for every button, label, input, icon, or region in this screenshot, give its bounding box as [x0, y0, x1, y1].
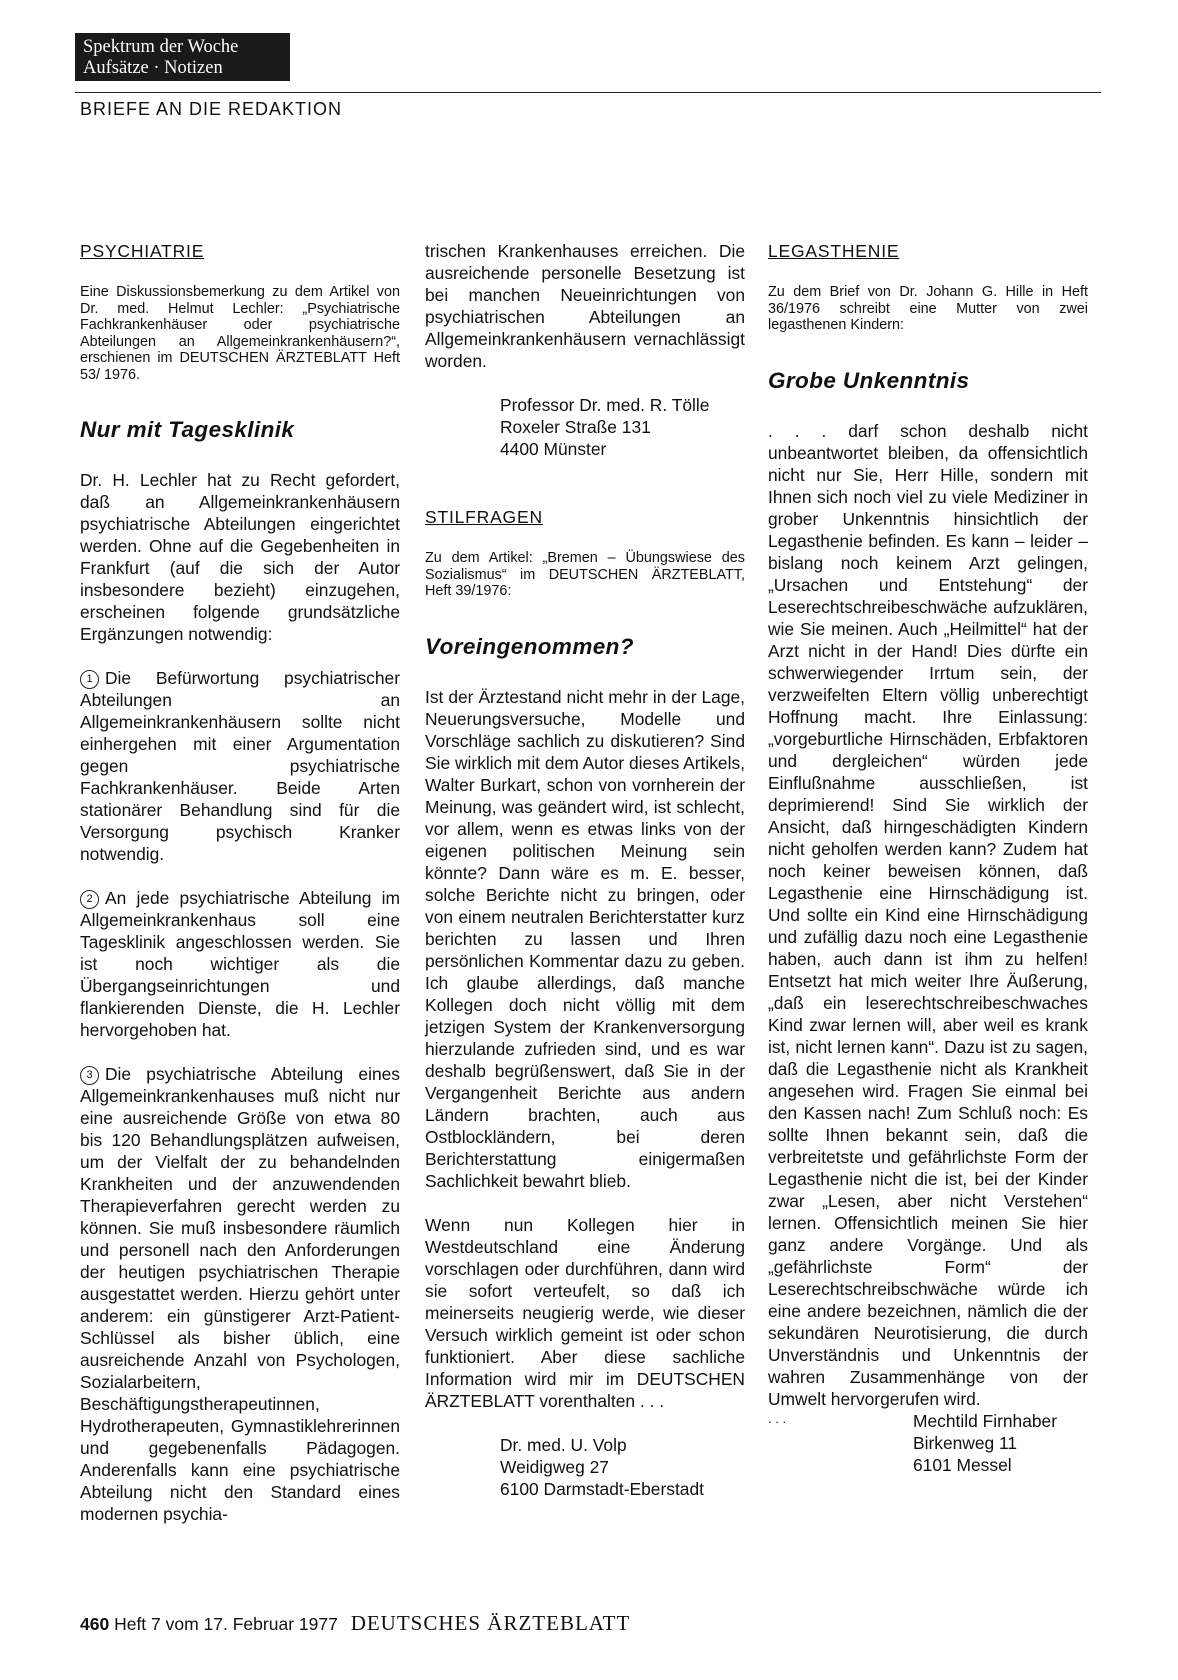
intro-legasthenie: Zu dem Brief von Dr. Johann G. Hille in Heft 36/1976 schreibt eine Mutter von zwei legasthenen Kindern:	[768, 284, 1088, 333]
column-3	[768, 240, 1088, 1476]
masthead	[75, 33, 290, 81]
page-number: 460	[80, 1614, 110, 1634]
rubric-psychiatrie: PSYCHIATRIE	[80, 241, 205, 261]
headline-grobe-unkenntnis: Grobe Unkenntnis	[768, 367, 970, 393]
signature-firnhaber	[913, 1410, 1088, 1476]
headline-nur-mit-tagesklinik: Nur mit Tagesklinik	[80, 417, 295, 442]
page-footer	[80, 1611, 630, 1636]
signature-line: 6101 Messel	[913, 1454, 1012, 1475]
section-title: BRIEFE AN DIE REDAKTION	[80, 99, 343, 119]
header-rule	[75, 92, 1101, 93]
journal-name: DEUTSCHES ÄRZTEBLATT	[350, 1611, 631, 1635]
signature-line: Weidigweg 27	[500, 1456, 609, 1477]
paragraph-text: Die Befürwortung psychiatrischer Abteilungen an Allgemeinkrankenhäusern sollte nicht einhergehen mit einer Argumentation gegen psychiatrische Fachkrankenhäuser. Beide Arten stationärer Behandlung sind für die Versorgung psychisch Kranker notwendig.	[80, 668, 400, 864]
paragraph: Dr. H. Lechler hat zu Recht gefordert, daß an Allgemeinkrankenhäusern psychiatrische Abteilungen eingerichtet werden. Ohne auf die Gegebenheiten in Frankfurt (auf die sich der Autor insbesondere bezieht) einzugehen, erscheinen folgende grundsätzliche Ergänzungen notwendig:	[80, 470, 400, 644]
headline-voreingenommen: Voreingenommen?	[425, 633, 634, 659]
rubric-legasthenie: LEGASTHENIE	[768, 241, 900, 261]
numbered-paragraph-1	[80, 667, 400, 865]
signature-line: Birkenweg 11	[913, 1432, 1018, 1453]
circled-number-3: 3	[80, 1066, 99, 1085]
issue-info: Heft 7 vom 17. Februar 1977	[114, 1614, 338, 1634]
column-2	[425, 240, 745, 1500]
paragraph-text: Die psychiatrische Abteilung eines Allgemeinkrankenhauses muß nicht nur eine ausreichende Größe von etwa 80 bis 120 Behandlungsplätzen aufweisen, um der Vielfalt der zu behandelnden Krankheiten und der anzuwendenden Therapieverfahren gerecht werden zu können. Sie muß insbesondere räumlich und personell nach den Anforderungen der heutigen psychiatrischen Therapie ausgestattet werden. Hierzu gehört unter anderem: ein günstigerer Arzt-Patient-Schlüssel als bisher üblich, eine ausreichende Anzahl von Psychologen, Sozialarbeitern, Beschäftigungstherapeutinnen, Hydrotherapeuten, Gymnastiklehrerinnen und gegebenenfalls Pädagogen. Anderenfalls kann eine psychiatrische Abteilung nicht den Standard eines modernen psychia-	[80, 1064, 400, 1524]
circled-number-1: 1	[80, 670, 99, 689]
signature-line: 4400 Münster	[500, 439, 607, 459]
numbered-paragraph-3	[80, 1063, 400, 1525]
signature-line: Dr. med. U. Volp	[500, 1434, 627, 1455]
signature-line: Professor Dr. med. R. Tölle	[500, 395, 710, 415]
paragraph-text: An jede psychiatrische Abteilung im Allgemeinkrankenhaus soll eine Tagesklinik angeschlossen werden. Sie ist noch wichtiger als die Übergangseinrichtungen und flankierenden Dienste, die H. Lechler hervorgehoben hat.	[80, 888, 400, 1040]
numbered-paragraph-2	[80, 887, 400, 1041]
signature-line: 6100 Darmstadt-Eberstadt	[500, 1478, 704, 1499]
masthead-line-1: Spektrum der Woche	[83, 37, 239, 57]
signature-toelle	[500, 394, 745, 460]
paragraph: Wenn nun Kollegen hier in Westdeutschland eine Änderung vorschlagen oder durchführen, dann wird sie sofort verteufelt, so daß ich meinerseits neugierig werde, wie dieser Versuch wirklich gemeint ist oder schon funktioniert. Aber diese sachliche Information wird mir im DEUTSCHEN ÄRZTEBLATT vorenthalten . . .	[425, 1214, 745, 1411]
ellipsis: . . .	[768, 1410, 787, 1426]
paragraph: . . . darf schon deshalb nicht unbeantwortet bleiben, da offensichtlich nicht nur Sie, Herr Hille, sondern mit Ihnen sich noch viel zu viele Mediziner in grober Unkenntnis hinsichtlich der Legasthenie befinden. Es kann – leider – bislang noch keinem Arzt gelingen, „Ursachen und Entstehung“ der Leserechtschreibeschwäche aufzuklären, wie Sie meinen. Auch „Heilmittel“ hat der Arzt nicht in der Hand! Dies dürfte ein schwerwiegender Irrtum sein, der verzweifelten Eltern völlig unberechtigt Hoffnung macht. Ihre Einlassung: „vorgeburtliche Hirnschäden, Erbfaktoren und dergleichen“ würden jede Einflußnahme ausschließen, ist deprimierend! Sind Sie wirklich der Ansicht, daß hirngeschädigten Kindern nicht geholfen werden kann? Zudem hat noch keiner beweisen können, daß Legasthenie eine Hirnschädigung ist. Und sollte ein Kind eine Hirnschädigung und zufällig dazu noch eine Legasthenie haben, auch dann ist ihm zu helfen! Entsetzt hat mich weiter Ihre Äußerung, „daß ein leserechtschreibeschwaches Kind zwar lernen will, aber weil es krank ist, nicht lernen kann“. Dazu ist zu sagen, daß die Legasthenie nicht als Krankheit angesehen wird. Fragen Sie einmal bei den Kassen nach! Zum Schluß noch: Es sollte Ihnen bekannt sein, daß die verbreitetste und gefährlichste Form der Legasthenie nicht die ist, bei der Kinder zwar „Lesen, aber nicht Verstehen“ lernen. Offensichtlich meinen Sie hier ganz andere Vorgänge. Und als „gefährlichste Form“ der Leserechtschreibschwäche würde ich eine andere bezeichnen, nämlich die der sekundären Neurotisierung, die durch Unverständnis und Unkenntnis der wahren Zusammenhänge von der Umwelt hervorgerufen wird.	[768, 420, 1088, 1409]
column-1	[80, 240, 400, 1525]
intro-psychiatrie: Eine Diskussionsbemerkung zu dem Artikel von Dr. med. Helmut Lechler: „Psychiatrische Fachkrankenhäuser oder psychiatrische Abteilungen an Allgemeinkrankenhäusern?“, erschienen im DEUTSCHEN ÄRZTEBLATT Heft 53/ 1976.	[80, 284, 400, 383]
intro-stilfragen: Zu dem Artikel: „Bremen – Übungswiese des Sozialismus“ im DEUTSCHEN ÄRZTEBLATT, Heft 39/1976:	[425, 550, 745, 599]
paragraph: trischen Krankenhauses erreichen. Die ausreichende personelle Besetzung ist bei manchen Neueinrichtungen von psychiatrischen Abteilungen an Allgemeinkrankenhäusern vernachlässigt worden.	[425, 241, 745, 371]
circled-number-2: 2	[80, 890, 99, 909]
signature-line: Mechtild Firnhaber	[913, 1410, 1058, 1431]
paragraph: Ist der Ärztestand nicht mehr in der Lage, Neuerungsversuche, Modelle und Vorschläge sachlich zu diskutieren? Sind Sie wirklich mit dem Autor dieses Artikels, Walter Burkart, schon von vornherein der Meinung, was geändert wird, ist schlecht, vor allem, wenn es etwas links von der eigenen politischen Meinung sein könnte? Dann wäre es m. E. besser, solche Berichte nicht zu bringen, oder von einem neutralen Berichterstatter kurz berichten zu lassen und Ihren persönlichen Kommentar dazu zu geben. Ich glaube allerdings, daß manche Kollegen doch nicht völlig mit dem jetzigen System der Krankenversorgung hierzulande zufrieden sind, und es war deshalb begrüßenswert, daß Sie in der Vergangenheit Berichte aus andern Ländern brachten, auch aus Ostblockländern, bei deren Berichterstattung einigermaßen Sachlichkeit bewahrt blieb.	[425, 686, 745, 1191]
signature-line: Roxeler Straße 131	[500, 417, 651, 437]
signature-volp	[500, 1434, 745, 1500]
masthead-line-2: Aufsätze · Notizen	[83, 58, 223, 78]
rubric-stilfragen: STILFRAGEN	[425, 507, 543, 527]
